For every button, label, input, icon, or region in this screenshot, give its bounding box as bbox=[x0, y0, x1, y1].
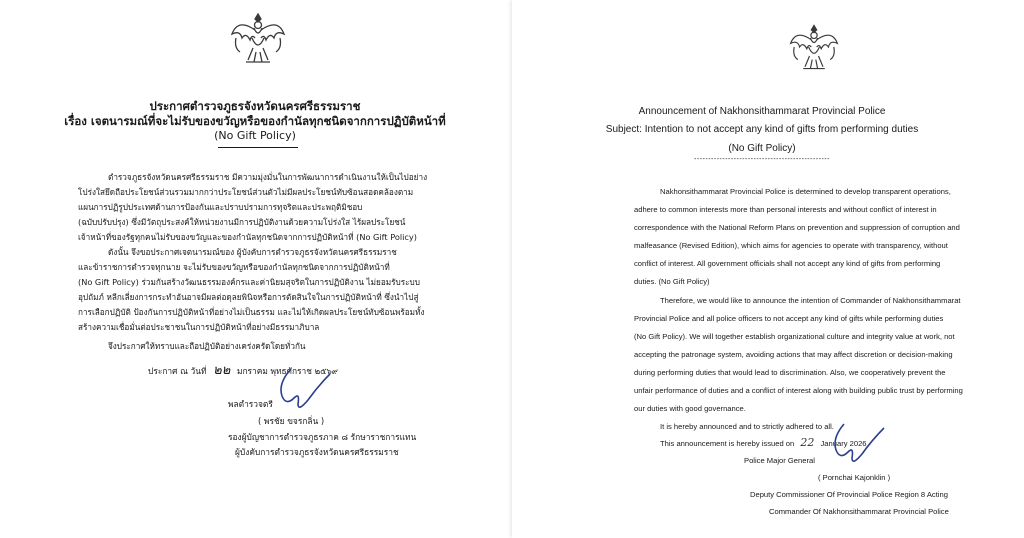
english-date-suffix: January 2026 bbox=[820, 439, 867, 448]
english-line-7: Therefore, we would like to announce the intention of Commander of Nakhonsithammarat bbox=[660, 296, 961, 305]
english-subtitle: (No Gift Policy) bbox=[728, 143, 796, 154]
thai-signature-icon bbox=[268, 364, 334, 418]
english-line-9: (No Gift Policy). We will together establish organizational culture and integrity value at work, not bbox=[634, 332, 955, 341]
english-line-4: malfeasance (Revised Edition), which aims for agencies to operate with transparency, without bbox=[634, 241, 948, 250]
thai-line-12: จึงประกาศให้ทราบและถือปฏิบัติอย่างเคร่งครัดโดยทั่วกัน bbox=[108, 341, 306, 351]
garuda-emblem-icon bbox=[228, 8, 288, 68]
thai-subject: เรื่อง เจตนารมณ์ที่จะไม่รับของขวัญหรือของกำนัลทุกชนิดจากการปฏิบัติหน้าที่ bbox=[64, 114, 446, 128]
thai-line-8: (No Gift Policy) ร่วมกันสร้างวัฒนธรรมองค์กรและค่านิยมสุจริตในการปฏิบัติงาน ไม่ยอมรับระบบ bbox=[78, 277, 420, 287]
thai-signer-position-1: รองผู้บัญชาการตำรวจภูธรภาค ๘ รักษาราชการแทน bbox=[228, 432, 417, 442]
english-signature-icon bbox=[822, 418, 888, 472]
thai-date-prefix: ประกาศ ณ วันที่ bbox=[148, 366, 207, 376]
thai-line-1: ตำรวจภูธรจังหวัดนครศรีธรรมราช มีความมุ่งมั่นในการพัฒนาการดำเนินงานให้เป็นไปอย่าง bbox=[108, 172, 428, 182]
english-separator: ------------------------------------------------ bbox=[694, 156, 830, 163]
thai-line-7: และข้าราชการตำรวจทุกนาย จะไม่รับของขวัญหรือของกำนัลทุกชนิดจากการปฏิบัติหน้าที่ bbox=[78, 262, 390, 272]
thai-signer-position-2: ผู้บังคับการตำรวจภูธรจังหวัดนครศรีธรรมราช bbox=[235, 447, 399, 457]
english-signer-name: ( Pornchai Kajonklin ) bbox=[818, 473, 891, 482]
english-announcement-page bbox=[512, 0, 1024, 538]
english-date-day: 22 bbox=[800, 436, 815, 449]
english-line-8: Provincial Police and all police officers to not accept any kind of gifts while performing duties bbox=[634, 314, 944, 323]
thai-line-5: เจ้าหน้าที่ของรัฐทุกคนไม่รับของขวัญและของกำนัลทุกชนิดจากการปฏิบัติหน้าที่ (No Gift Policy) bbox=[78, 232, 417, 242]
thai-line-2: โปร่งใสยึดถือประโยชน์ส่วนรวมมากกว่าประโยชน์ส่วนตัวไม่มีผลประโยชน์ทับซ้อนสอดคล้องตาม bbox=[78, 187, 414, 197]
thai-date-day: ๒๒ bbox=[213, 363, 231, 378]
thai-line-10: การเลือกปฏิบัติ ป้องกันการปฏิบัติหน้าที่อย่างไม่เป็นธรรม และไม่ให้เกิดผลประโยชน์ทับซ้อนพร้อมทั้ง bbox=[78, 307, 425, 317]
garuda-emblem-icon bbox=[787, 20, 841, 74]
english-line-10: accepting the patronage system, avoiding actions that may affect discretion or decision-making bbox=[634, 350, 953, 359]
thai-line-11: สร้างความเชื่อมั่นต่อประชาชนในการปฏิบัติหน้าที่อย่างมีธรรมาภิบาล bbox=[78, 322, 320, 332]
thai-line-3: แผนการปฏิรูปประเทศด้านการป้องกันและปราบปรามการทุจริตและประพฤติมิชอบ bbox=[78, 202, 363, 212]
thai-title: ประกาศตำรวจภูธรจังหวัดนครศรีธรรมราช bbox=[149, 99, 361, 113]
english-rank: Police Major General bbox=[744, 456, 815, 465]
english-line-11: during performing duties that would lead to discrimination. Also, we cooperatively prevent the bbox=[634, 368, 946, 377]
english-signer-position-2: Commander Of Nakhonsithammarat Provincial Police bbox=[769, 507, 949, 516]
english-line-6: duties. (No Gift Policy) bbox=[634, 277, 710, 286]
english-line-14: It is hereby announced and to strictly adhered to all. bbox=[660, 422, 834, 431]
english-title: Announcement of Nakhonsithammarat Provincial Police bbox=[638, 106, 886, 117]
english-line-5: conflict of interest. All government officials shall not accept any kind of gifts from performing bbox=[634, 259, 941, 268]
thai-announcement-page bbox=[0, 0, 510, 538]
english-line-1: Nakhonsithammarat Provincial Police is determined to develop transparent operations, bbox=[660, 187, 951, 196]
thai-date-suffix: มกราคม พุทธศักราช ๒๕๖๙ bbox=[236, 366, 338, 376]
thai-subtitle: (No Gift Policy) bbox=[214, 129, 296, 142]
thai-line-6: ดังนั้น จึงขอประกาศเจตนารมณ์ของ ผู้บังคับการตำรวจภูธรจังหวัดนครศรีธรรมราช bbox=[108, 247, 397, 257]
thai-line-9: อุปถัมภ์ หลีกเลี่ยงการกระทำอันอาจมีผลต่อดุลยพินิจหรือการตัดสินใจในการปฏิบัติหน้าที่ ซึ่งนำไปสู่ bbox=[78, 292, 419, 302]
thai-line-4: (ฉบับปรับปรุง) ซึ่งมีวัตถุประสงค์ให้หน่วยงานมีการปฏิบัติงานด้วยความโปร่งใส ไร้ผลประโยชน์ bbox=[78, 217, 406, 227]
english-line-13: our duties with good governance. bbox=[634, 404, 746, 413]
thai-signer-name: ( พรชัย ขจรกลิ่น ) bbox=[258, 416, 325, 426]
english-line-12: unfair performance of duties and a conflict of interest along with building public trust by performing bbox=[634, 386, 963, 395]
thai-divider bbox=[218, 147, 298, 148]
english-line-2: adhere to common interests more than personal interests and without conflict of interest in bbox=[634, 205, 937, 214]
english-date-prefix: This announcement is hereby issued on bbox=[660, 439, 795, 448]
english-signer-position-1: Deputy Commissioner Of Provincial Police Region 8 Acting bbox=[750, 490, 948, 499]
english-subject: Subject: Intention to not accept any kind of gifts from performing duties bbox=[605, 124, 919, 135]
english-line-3: correspondence with the National Reform Plans on prevention and suppression of corruption and bbox=[634, 223, 960, 232]
thai-rank: พลตำรวจตรี bbox=[228, 399, 273, 409]
